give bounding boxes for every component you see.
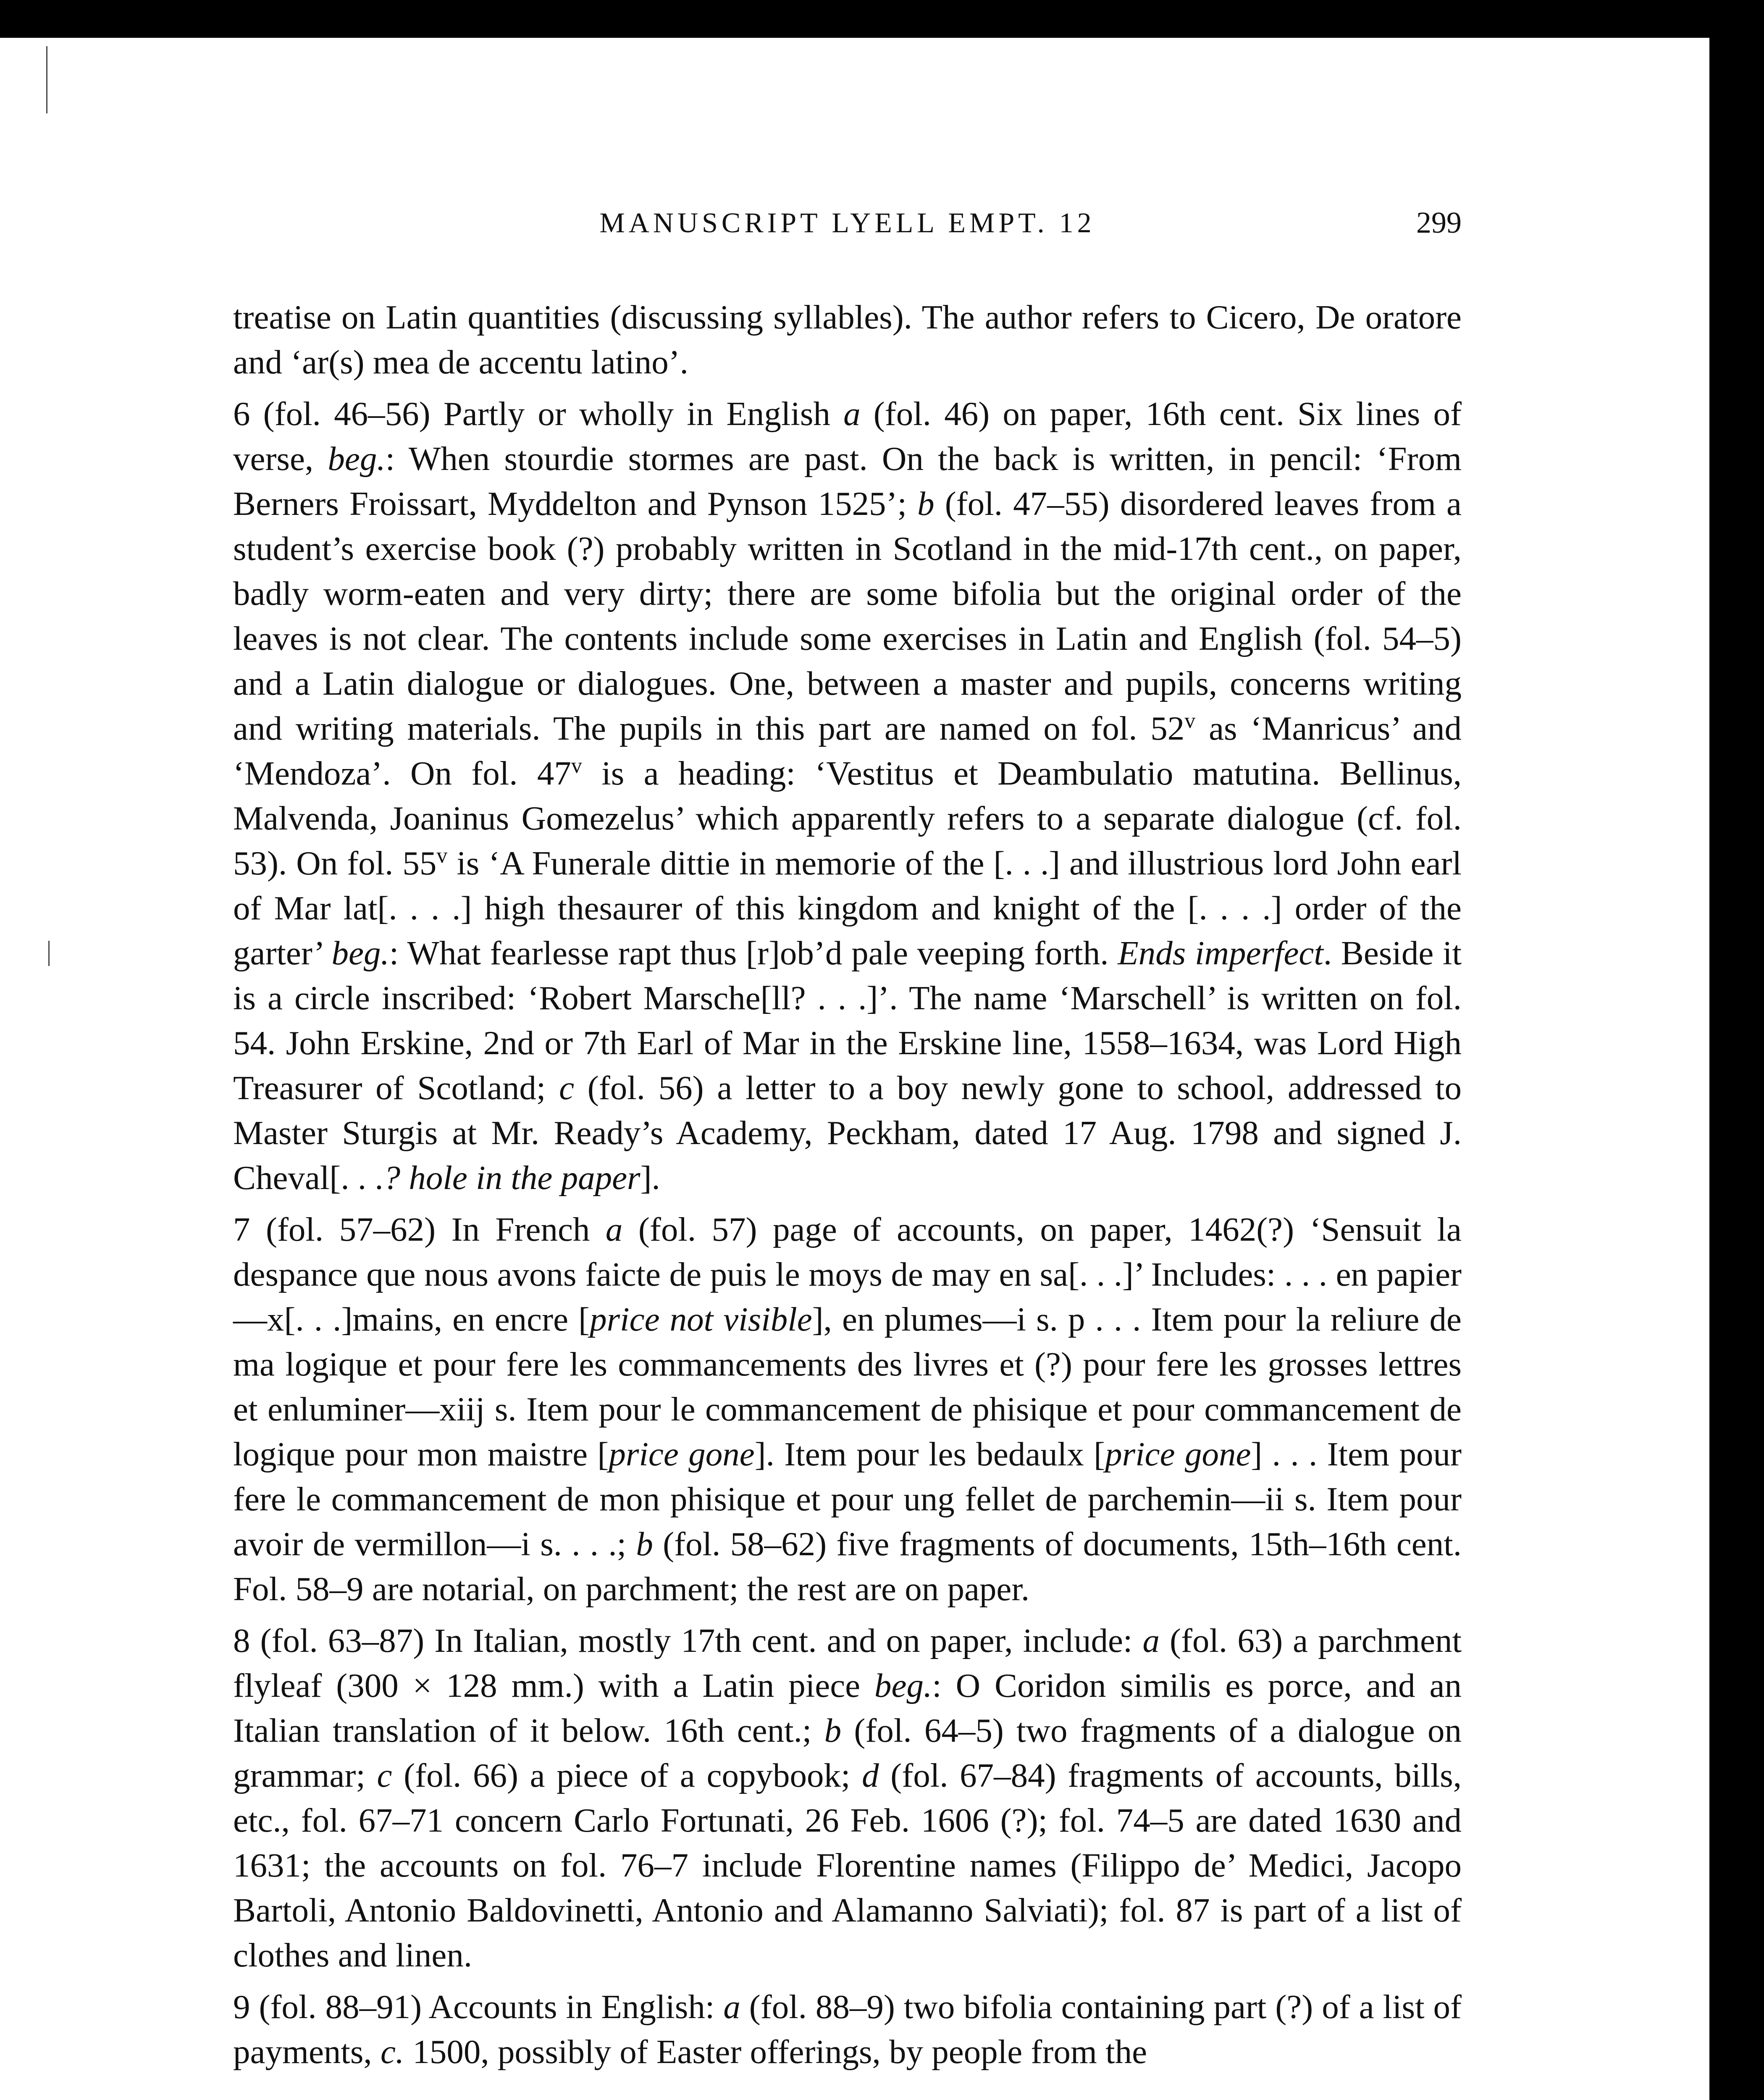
- italic-run: c: [559, 1069, 575, 1107]
- text-run: : O Coridon similis es porce, and an Italian translation of it below. 16th cent.;: [233, 1667, 1462, 1749]
- text-run: : What fearlesse rapt thus [r]ob’d pale veeping forth.: [389, 934, 1118, 972]
- body-text: [233, 295, 1462, 2081]
- text-run: (fol. 47–55) disordered leaves from a student’s exercise book (?) probably written in Scotland in the mid-17th cent., on paper, badly worm-eaten and very dirty; there are some bifolia but the original order of the leaves is not clear. The contents include some exercises in Latin and English (fol. 54–5) and a Latin dialogue or dialogues. One, between a master and pupils, concerns writing and writing materials. The pupils in this part are named on fol. 52: [233, 485, 1462, 747]
- italic-run: beg.: [328, 440, 386, 478]
- superscript: v: [436, 844, 448, 868]
- running-header: [233, 200, 1462, 246]
- text-run: 1500, possibly of Easter offerings, by people from the: [404, 2033, 1147, 2071]
- italic-run: price gone: [609, 1435, 755, 1473]
- italic-run: Ends imperfect: [1118, 934, 1323, 972]
- text-run: as ‘Manricus’ and ‘Mendoza’. On fol. 47: [233, 709, 1462, 792]
- paragraph: [233, 1207, 1462, 1612]
- paragraph: [233, 1618, 1462, 1978]
- text-run: ].: [640, 1159, 660, 1197]
- text-run: 7 (fol. 57–62) In French: [233, 1210, 606, 1248]
- left-edge-mark: [46, 46, 47, 113]
- text-run: : When stourdie stormes are past. On the back is written, in pencil: ‘From Berners Froissart, Myddelton and Pynson 1525’;: [233, 440, 1462, 522]
- paragraph: [233, 391, 1462, 1200]
- italic-run: a: [1142, 1622, 1160, 1659]
- text-run: (fol. 63) a parchment flyleaf (300 × 128 mm.) with a Latin piece: [233, 1622, 1462, 1704]
- italic-run: a: [605, 1210, 623, 1248]
- superscript: v: [571, 754, 582, 778]
- italic-run: beg.: [874, 1667, 932, 1704]
- running-title: MANUSCRIPT LYELL EMPT. 12: [599, 207, 1095, 239]
- text-run: 6 (fol. 46–56) Partly or wholly in English: [233, 395, 844, 433]
- superscript: v: [1184, 709, 1196, 733]
- text-run: (fol. 64–5) two fragments of a dialogue on grammar;: [233, 1712, 1462, 1794]
- paragraph: [233, 295, 1462, 385]
- italic-run: price gone: [1105, 1435, 1251, 1473]
- italic-run: a: [723, 1988, 740, 2026]
- paragraph: [233, 1984, 1462, 2074]
- text-run: (fol. 46) on paper, 16th cent. Six lines of verse,: [233, 395, 1462, 478]
- text-run: is a heading: ‘Vestitus et Deambulatio matutina. Bellinus, Malvenda, Joaninus Gomezelus’ which apparently refers to a separate dialogue (cf. fol. 53). On fol. 55: [233, 754, 1462, 882]
- page-number: 299: [1416, 206, 1462, 239]
- italic-run: c.: [380, 2033, 404, 2071]
- text-run: (fol. 58–62) five fragments of documents, 15th–16th cent. Fol. 58–9 are notarial, on parchment; the rest are on paper.: [233, 1525, 1462, 1608]
- left-edge-mark: [48, 941, 50, 966]
- text-run: ]. Item pour les bedaulx [: [754, 1435, 1105, 1473]
- italic-run: d: [862, 1756, 879, 1794]
- italic-run: b: [636, 1525, 653, 1563]
- text-run: ], en plumes—i s. p . . . Item pour la reliure de ma logique et pour fere les commancements des livres et (?) pour fere les grosses lettres et enluminer—xiij s. Item pour le commancement de phisique et pour commancement de logique pour mon maistre [: [233, 1300, 1462, 1473]
- text-run: ] . . . Item pour fere le commancement de mon phisique et pour ung fellet de parchemin—ii s. Item pour avoir de vermillon—i s. . . .;: [233, 1435, 1462, 1563]
- text-run: 9 (fol. 88–91) Accounts in English:: [233, 1988, 724, 2026]
- italic-run: b: [824, 1712, 842, 1749]
- italic-run: b: [917, 485, 934, 522]
- text-run: . Beside it is a circle inscribed: ‘Robert Marsche[ll? . . .]’. The name ‘Marschell’ is written on fol. 54. John Erskine, 2nd or 7th Earl of Mar in the Erskine line, 1558–1634, was Lord High Treasurer of Scotland;: [233, 934, 1462, 1107]
- text-run: (fol. 66) a piece of a copybook;: [392, 1756, 862, 1794]
- italic-run: price not visible: [590, 1300, 812, 1338]
- italic-run: c: [377, 1756, 392, 1794]
- text-run: is ‘A Funerale dittie in memorie of the [. . .] and illustrious lord John earl of Mar lat[. . . .] high thesaurer of this kingdom and knight of the [. . . .] order of the garter’: [233, 844, 1462, 972]
- text-run: (fol. 67–84) fragments of accounts, bills, etc., fol. 67–71 concern Carlo Fortunati, 26 Feb. 1606 (?); fol. 74–5 are dated 1630 and 1631; the accounts on fol. 76–7 include Florentine names (Filippo de’ Medici, Jacopo Bartoli, Antonio Baldovinetti, Antonio and Alamanno Salviati); fol. 87 is part of a list of clothes and linen.: [233, 1756, 1462, 1974]
- page-sheet: [0, 38, 1709, 2100]
- text-run: 8 (fol. 63–87) In Italian, mostly 17th cent. and on paper, include:: [233, 1622, 1143, 1659]
- text-run: (fol. 88–9) two bifolia containing part (?) of a list of payments,: [233, 1988, 1462, 2071]
- italic-run: ? hole in the paper: [383, 1159, 640, 1197]
- italic-run: a: [843, 395, 861, 433]
- italic-run: beg.: [331, 934, 389, 972]
- text-run: (fol. 57) page of accounts, on paper, 1462(?) ‘Sensuit la despance que nous avons faicte de puis le moys de may en sa[. . .]’ Includes: . . . en papier—x[. . .]mains, en encre [: [233, 1210, 1462, 1338]
- text-run: treatise on Latin quantities (discussing syllables). The author refers to Cicero, De oratore and ‘ar(s) mea de accentu latino’.: [233, 298, 1462, 381]
- text-run: (fol. 56) a letter to a boy newly gone to school, addressed to Master Sturgis at Mr. Ready’s Academy, Peckham, dated 17 Aug. 1798 and signed J. Cheval[. . .: [233, 1069, 1462, 1197]
